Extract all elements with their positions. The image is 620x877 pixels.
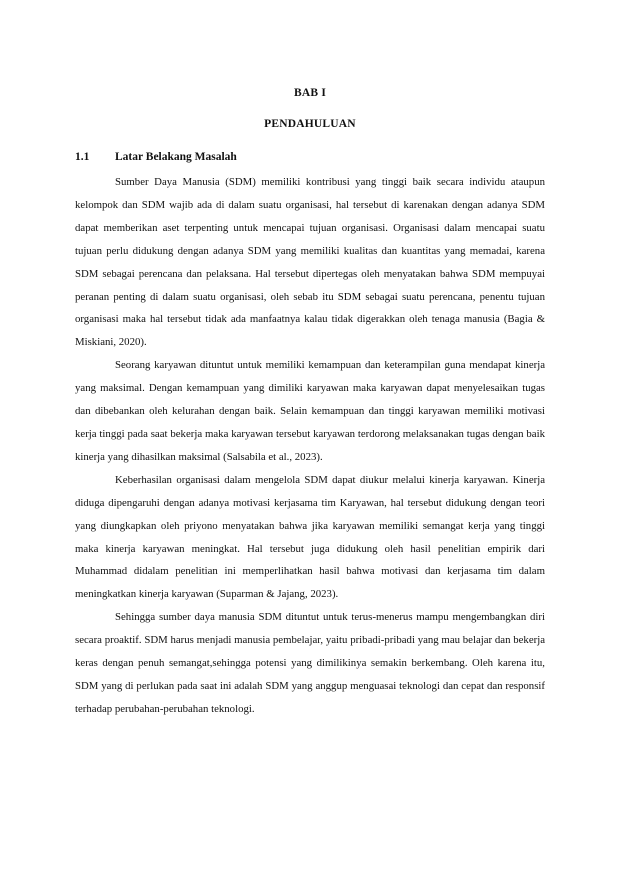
section-body <box>75 171 545 721</box>
section-number: 1.1 <box>75 151 90 163</box>
paragraph: Sehingga sumber daya manusia SDM dituntut untuk terus-menerus mampu mengembangkan diri secara proaktif. SDM harus menjadi manusia pembelajar, yaitu pribadi-pribadi yang mau belajar dan bekerja keras dengan penuh semangat,sehingga potensi yang dimilikinya semakin berkembang. Oleh karena itu, SDM yang di perlukan pada saat ini adalah SDM yang anggup menguasai teknologi dan cepat dan responsif terhadap perubahan-perubahan teknologi. <box>75 611 545 715</box>
paragraph: Seorang karyawan dituntut untuk memiliki kemampuan dan keterampilan guna mendapat kinerja yang maksimal. Dengan kemampuan yang dimiliki karyawan maka karyawan dapat menyelesaikan tugas dan dibebankan oleh kelurahan dengan baik. Selain kemampuan dan tinggi karyawan memiliki motivasi kerja tinggi pada saat bekerja maka karyawan tersebut karyawan terdorong melaksanakan tugas dengan baik kinerja yang dihasilkan maksimal (Salsabila et al., 2023). <box>75 359 545 463</box>
section-title: Latar Belakang Masalah <box>115 151 237 163</box>
chapter-label: BAB I <box>294 87 326 99</box>
paragraph: Keberhasilan organisasi dalam mengelola SDM dapat diukur melalui kinerja karyawan. Kinerja diduga dipengaruhi dengan adanya motivasi kerjasama tim Karyawan, hal tersebut didukung dengan teori yang diungkapkan oleh priyono menyatakan bahwa jika karyawan memiliki semangat kerja yang tinggi maka kinerja karyawan meningkat. Hal tersebut juga didukung oleh hasil penelitian empirik dari Muhammad didalam penelitian ini memperlihatkan hasil bahwa motivasi dan kerjasama tim dalam meningkatkan kinerja karyawan (Suparman & Jajang, 2023). <box>75 473 545 601</box>
section-heading <box>75 151 237 163</box>
chapter-title: PENDAHULUAN <box>264 118 356 130</box>
paragraph: Sumber Daya Manusia (SDM) memiliki kontribusi yang tinggi baik secara individu ataupun kelompok dan SDM wajib ada di dalam suatu organisasi, hal tersebut di karenakan dengan adanya SDM dapat memberikan aset terpenting untuk mencapai tujuan organisasi. Organisasi dalam mencapai suatu tujuan perlu didukung dengan adanya SDM yang memiliki kualitas dan kuantitas yang memadai, karena SDM sebagai perencana dan pelaksana. Hal tersebut dipertegas oleh menyatakan bahwa SDM mempuyai peranan penting di dalam suatu organisasi, oleh sebab itu SDM sebagai suatu perencana, penentu tujuan organisasi maka hal tersebut tidak ada manfaatnya kalau tidak digerakkan oleh tenaga manusia (Bagia & Miskiani, 2020). <box>75 176 545 349</box>
